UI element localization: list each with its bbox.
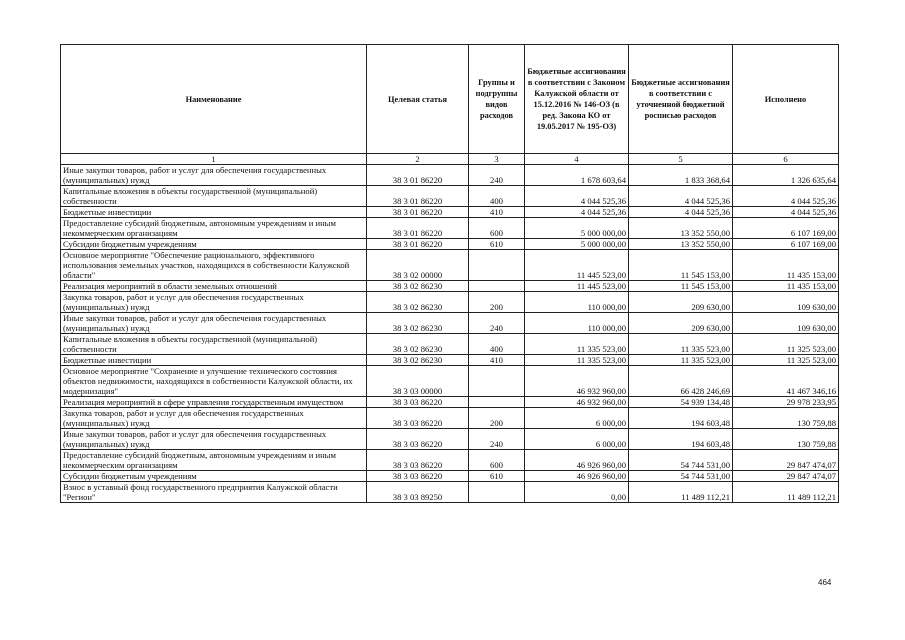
row-target-code: 38 3 01 86220 [367, 165, 469, 186]
row-executed-amount: 29 847 474,07 [733, 471, 839, 482]
row-group-code [469, 281, 525, 292]
budget-table-page [60, 44, 838, 503]
row-name: Субсидии бюджетным учреждениям [61, 471, 367, 482]
row-executed-amount: 1 326 635,64 [733, 165, 839, 186]
row-target-code: 38 3 03 86220 [367, 471, 469, 482]
row-name: Закупка товаров, работ и услуг для обеспечения государственных (муниципальных) нужд [61, 408, 367, 429]
row-law-amount: 11 335 523,00 [525, 334, 629, 355]
table-row [61, 397, 839, 408]
row-target-code: 38 3 03 86220 [367, 397, 469, 408]
row-refined-amount: 13 352 550,00 [629, 218, 733, 239]
row-law-amount: 6 000,00 [525, 408, 629, 429]
row-law-amount: 5 000 000,00 [525, 239, 629, 250]
row-refined-amount: 54 939 134,48 [629, 397, 733, 408]
header-executed: Исполнено [733, 45, 839, 154]
row-group-code: 410 [469, 355, 525, 366]
row-law-amount: 46 926 960,00 [525, 450, 629, 471]
row-refined-amount: 54 744 531,00 [629, 471, 733, 482]
header-refined: Бюджетные ассигнования в соответствии с уточненной бюджетной росписью расходов [629, 45, 733, 154]
row-law-amount: 11 445 523,00 [525, 250, 629, 281]
row-target-code: 38 3 03 00000 [367, 366, 469, 397]
row-refined-amount: 194 603,48 [629, 408, 733, 429]
row-group-code: 610 [469, 239, 525, 250]
column-number: 4 [525, 154, 629, 165]
row-group-code: 200 [469, 292, 525, 313]
row-name: Предоставление субсидий бюджетным, автономным учреждениям и иным некоммерческим организациям [61, 218, 367, 239]
row-group-code [469, 366, 525, 397]
row-executed-amount: 109 630,00 [733, 313, 839, 334]
row-refined-amount: 11 489 112,21 [629, 482, 733, 503]
row-executed-amount: 130 759,88 [733, 408, 839, 429]
row-target-code: 38 3 02 86230 [367, 313, 469, 334]
row-executed-amount: 41 467 346,16 [733, 366, 839, 397]
row-executed-amount: 11 435 153,00 [733, 250, 839, 281]
row-group-code: 240 [469, 313, 525, 334]
row-refined-amount: 54 744 531,00 [629, 450, 733, 471]
row-target-code: 38 3 02 86230 [367, 292, 469, 313]
table-row [61, 250, 839, 281]
row-target-code: 38 3 01 86220 [367, 239, 469, 250]
row-target-code: 38 3 02 86230 [367, 281, 469, 292]
row-law-amount: 46 932 960,00 [525, 397, 629, 408]
row-law-amount: 110 000,00 [525, 313, 629, 334]
row-executed-amount: 109 630,00 [733, 292, 839, 313]
row-name: Основное мероприятие "Сохранение и улучшение технического состояния объектов недвижимости, находящихся в собственности Калужской области, их модернизация" [61, 366, 367, 397]
row-law-amount: 46 932 960,00 [525, 366, 629, 397]
column-number: 1 [61, 154, 367, 165]
row-law-amount: 4 044 525,36 [525, 186, 629, 207]
table-row [61, 281, 839, 292]
table-row [61, 429, 839, 450]
row-target-code: 38 3 02 86230 [367, 355, 469, 366]
table-body [61, 165, 839, 503]
row-refined-amount: 209 630,00 [629, 313, 733, 334]
row-group-code: 240 [469, 165, 525, 186]
row-name: Основное мероприятие "Обеспечение рационального, эффективного использования земельных участков, находящихся в собственности Калужской области" [61, 250, 367, 281]
table-row [61, 292, 839, 313]
table-row [61, 334, 839, 355]
row-refined-amount: 11 335 523,00 [629, 355, 733, 366]
table-row [61, 165, 839, 186]
row-name: Закупка товаров, работ и услуг для обеспечения государственных (муниципальных) нужд [61, 292, 367, 313]
row-name: Реализация мероприятий в области земельных отношений [61, 281, 367, 292]
row-group-code: 610 [469, 471, 525, 482]
row-target-code: 38 3 01 86220 [367, 207, 469, 218]
row-refined-amount: 11 545 153,00 [629, 281, 733, 292]
row-name: Иные закупки товаров, работ и услуг для обеспечения государственных (муниципальных) нужд [61, 313, 367, 334]
column-number: 3 [469, 154, 525, 165]
row-target-code: 38 3 02 86230 [367, 334, 469, 355]
row-executed-amount: 130 759,88 [733, 429, 839, 450]
row-law-amount: 4 044 525,36 [525, 207, 629, 218]
row-refined-amount: 4 044 525,36 [629, 186, 733, 207]
table-row [61, 355, 839, 366]
row-target-code: 38 3 03 89250 [367, 482, 469, 503]
page-number: 464 [818, 578, 832, 587]
column-number: 6 [733, 154, 839, 165]
header-name: Наименование [61, 45, 367, 154]
row-name: Реализация мероприятий в сфере управления государственным имуществом [61, 397, 367, 408]
row-executed-amount: 6 107 169,00 [733, 218, 839, 239]
row-law-amount: 6 000,00 [525, 429, 629, 450]
table-row [61, 207, 839, 218]
row-target-code: 38 3 01 86220 [367, 218, 469, 239]
row-refined-amount: 66 428 246,69 [629, 366, 733, 397]
row-group-code [469, 250, 525, 281]
row-law-amount: 5 000 000,00 [525, 218, 629, 239]
row-refined-amount: 1 833 368,64 [629, 165, 733, 186]
row-group-code: 400 [469, 334, 525, 355]
row-refined-amount: 4 044 525,36 [629, 207, 733, 218]
row-refined-amount: 11 335 523,00 [629, 334, 733, 355]
row-executed-amount: 11 489 112,21 [733, 482, 839, 503]
row-law-amount: 11 335 523,00 [525, 355, 629, 366]
row-name: Иные закупки товаров, работ и услуг для обеспечения государственных (муниципальных) нужд [61, 429, 367, 450]
table-row [61, 408, 839, 429]
row-executed-amount: 6 107 169,00 [733, 239, 839, 250]
header-row [61, 45, 839, 154]
row-law-amount: 46 926 960,00 [525, 471, 629, 482]
row-refined-amount: 13 352 550,00 [629, 239, 733, 250]
row-group-code [469, 397, 525, 408]
row-name: Иные закупки товаров, работ и услуг для обеспечения государственных (муниципальных) нужд [61, 165, 367, 186]
table-row [61, 186, 839, 207]
header-law: Бюджетные ассигнования в соответствии с Законом Калужской области от 15.12.2016 № 146-ОЗ (в ред. Закона КО от 19.05.2017 № 195-ОЗ) [525, 45, 629, 154]
table-row [61, 366, 839, 397]
row-executed-amount: 11 325 523,00 [733, 334, 839, 355]
table-row [61, 218, 839, 239]
column-number-row [61, 154, 839, 165]
row-name: Капитальные вложения в объекты государственной (муниципальной) собственности [61, 334, 367, 355]
table-row [61, 239, 839, 250]
row-name: Взнос в уставный фонд государственного предприятия Калужской области "Регион" [61, 482, 367, 503]
row-law-amount: 0,00 [525, 482, 629, 503]
row-name: Предоставление субсидий бюджетным, автономным учреждениям и иным некоммерческим организациям [61, 450, 367, 471]
row-refined-amount: 209 630,00 [629, 292, 733, 313]
table-row [61, 313, 839, 334]
row-group-code: 240 [469, 429, 525, 450]
header-target: Целевая статья [367, 45, 469, 154]
row-group-code: 600 [469, 218, 525, 239]
row-group-code: 600 [469, 450, 525, 471]
table-row [61, 482, 839, 503]
row-law-amount: 1 678 603,64 [525, 165, 629, 186]
row-group-code: 400 [469, 186, 525, 207]
row-name: Субсидии бюджетным учреждениям [61, 239, 367, 250]
budget-execution-table [60, 44, 839, 503]
row-name: Бюджетные инвестиции [61, 355, 367, 366]
table-row [61, 471, 839, 482]
row-target-code: 38 3 02 00000 [367, 250, 469, 281]
table-row [61, 450, 839, 471]
row-target-code: 38 3 03 86220 [367, 450, 469, 471]
row-target-code: 38 3 01 86220 [367, 186, 469, 207]
row-executed-amount: 29 978 233,95 [733, 397, 839, 408]
row-target-code: 38 3 03 86220 [367, 429, 469, 450]
row-refined-amount: 11 545 153,00 [629, 250, 733, 281]
row-executed-amount: 11 325 523,00 [733, 355, 839, 366]
row-executed-amount: 4 044 525,36 [733, 186, 839, 207]
row-name: Бюджетные инвестиции [61, 207, 367, 218]
row-group-code: 410 [469, 207, 525, 218]
row-executed-amount: 11 435 153,00 [733, 281, 839, 292]
row-group-code: 200 [469, 408, 525, 429]
row-refined-amount: 194 603,48 [629, 429, 733, 450]
row-law-amount: 11 445 523,00 [525, 281, 629, 292]
row-name: Капитальные вложения в объекты государственной (муниципальной) собственности [61, 186, 367, 207]
column-number: 5 [629, 154, 733, 165]
row-executed-amount: 4 044 525,36 [733, 207, 839, 218]
column-number: 2 [367, 154, 469, 165]
row-group-code [469, 482, 525, 503]
row-target-code: 38 3 03 86220 [367, 408, 469, 429]
row-executed-amount: 29 847 474,07 [733, 450, 839, 471]
row-law-amount: 110 000,00 [525, 292, 629, 313]
header-groups: Группы и подгруппы видов расходов [469, 45, 525, 154]
